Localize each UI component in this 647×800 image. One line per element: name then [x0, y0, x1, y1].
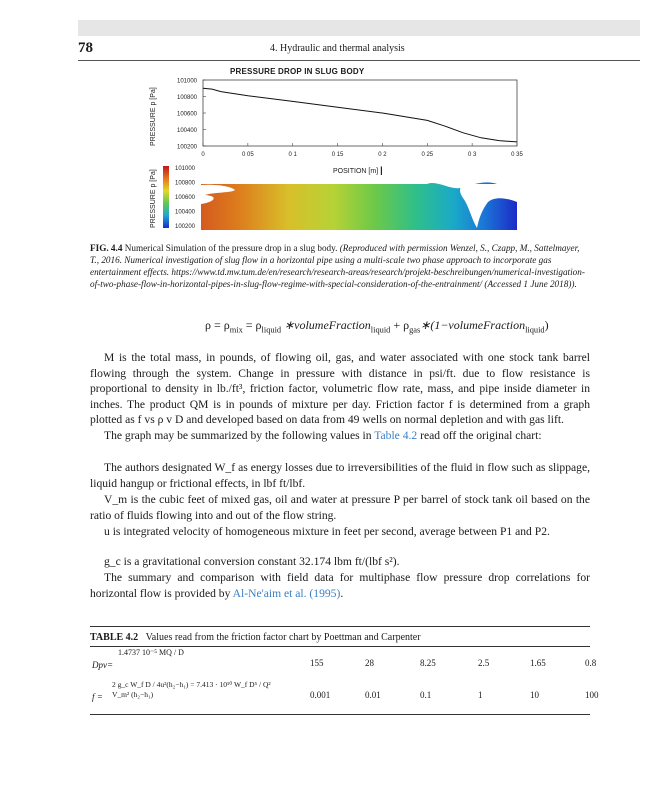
density-equation: $\rho = \rho_{mix} = \rho_{liquid}$ ∗volumeFraction$_{liquid}$ + $\rho_{gas}∗(1-volumeFraction_{liquid})$: [205, 318, 549, 335]
figure-caption-text: Numerical Simulation of the pressure drop in a slug body.: [124, 243, 338, 253]
colorbar-tick-label: 101000: [175, 166, 196, 172]
alneaim-reference-link[interactable]: Al-Ne'aim et al. (1995): [232, 586, 341, 600]
table-cell: 0.8: [585, 658, 597, 668]
table-row2-label: f =: [92, 692, 103, 702]
x-tick-label: 0 3: [467, 152, 477, 158]
table-bottom-rule: [90, 714, 590, 715]
table-cell: 155: [310, 658, 324, 668]
table-cell: 0.001: [310, 690, 331, 700]
figure-label: FIG. 4.4: [90, 243, 123, 253]
table-cell: 1: [478, 690, 483, 700]
x-tick-label: 0 25: [421, 152, 434, 158]
table-cell: 0.01: [365, 690, 381, 700]
table-cell: 100: [585, 690, 599, 700]
table-cell: 8.25: [420, 658, 436, 668]
colorbar-tick-label: 100600: [175, 195, 196, 201]
table-row1-label: Dpv=: [92, 660, 114, 670]
y-tick-label: 101000: [177, 78, 198, 85]
x-tick-label: 0 1: [288, 152, 297, 158]
table-cell: 0.1: [420, 690, 432, 700]
pressure-line: [203, 88, 517, 142]
x-tick-label: 0 2: [378, 152, 387, 158]
colorbar-tick-label: 100400: [175, 209, 196, 216]
colorbar: [163, 166, 169, 228]
pressure-line-chart: [145, 74, 545, 174]
header-bar: [78, 20, 640, 36]
figure-caption: [90, 242, 590, 290]
table-caption: TABLE 4.2 Values read from the friction factor chart by Poettman and Carpenter: [90, 632, 421, 643]
x-tick-label: 0 35: [511, 152, 523, 158]
colorbar-tick-label: 100800: [175, 180, 196, 187]
table-cell: 1.65: [530, 658, 546, 668]
table-row1-formula: 1.4737 10⁻⁵ MQ / D: [118, 648, 184, 657]
table-4-2-link[interactable]: Table 4.2: [374, 429, 418, 442]
y-tick-label: 100200: [177, 144, 198, 151]
x-tick-label: 0: [201, 152, 205, 158]
plot-frame: [203, 80, 517, 146]
header-rule: [78, 60, 640, 61]
table-cell: 28: [365, 658, 374, 668]
paragraph-summary: The summary and comparison with field data for multiphase flow pressure drop correlations for horizontal flow is provided by Al-Ne'aim et al. (1995).: [90, 571, 590, 600]
table-cell: 2.5: [478, 658, 490, 668]
y-tick-label: 100600: [177, 111, 198, 118]
table-cell: 10: [530, 690, 539, 700]
paragraph-gc: g_c is a gravitational conversion constant 32.174 lbm ft/(lbf s²).: [104, 555, 400, 568]
page-number: 78: [78, 40, 93, 56]
x-tick-label: 0 05: [242, 152, 254, 158]
pressure-contour-plot: [145, 162, 545, 240]
y-axis-label: PRESSURE p [Pa]: [150, 87, 157, 146]
chart-title: PRESSURE DROP IN SLUG BODY: [230, 67, 365, 76]
table-top-rule: [90, 626, 590, 627]
y-tick-label: 100800: [177, 95, 198, 101]
x-axis-label: POSITION [m] |: [333, 165, 383, 175]
paragraph-mass: M is the total mass, in pounds, of flowing oil, gas, and water associated with one stock tank barrel flowing through the system. Change in pressure with distance in psi/ft. due to flow resistance is proportional to density in lb./ft³, friction factor, volumetric flow rate, mass, and pipe inside diameter in inches. The product QM is in pounds of mixture per day. Friction factor f is determined from a graph plotted as f vs ρ v D and developed based on data from 49 wells on normal depletion and with gas lift.: [90, 351, 590, 426]
x-tick-label: 0 15: [331, 152, 344, 158]
table-header-rule: [90, 646, 590, 647]
heatmap-y-axis-label: PRESSURE p [Pa]: [150, 169, 157, 228]
paragraph-wf: The authors designated W_f as energy losses due to irreversibilities of the fluid in flow such as slippage, liquid hangup or frictional effects, in lbf ft/lbf.: [90, 461, 590, 490]
paragraph-graph: The graph may be summarized by the following values in Table 4.2 read off the original chart:: [104, 429, 542, 442]
figure-caption-source: (Reproduced with permission Wenzel, S., Czapp, M., Sattelmayer, T., 2016. Numerical investigation of slug flow in a horizontal pipe using a multi-scale two phase approach to incorporate gas entertainment effects. https://www.td.mw.tum.de/en/research/research-areas/research/projekt-beschreibungen/numerical-investigation-of-two-phase-flow-in-horizontal-pipes-in-slug-flow-regime-with-special-consideration-of-the-entrainment/ (Accessed 1 June 2018)).: [90, 243, 585, 289]
y-tick-label: 100400: [177, 128, 198, 134]
colorbar-tick-label: 100200: [175, 224, 196, 230]
paragraph-vm: V_m is the cubic feet of mixed gas, oil and water at pressure P per barrel of stock tank oil based on the ratio of fluids flowing into and out of the flow string.: [90, 493, 590, 522]
paragraph-u: u is integrated velocity of homogeneous mixture in feet per second, average between P1 and P2.: [104, 525, 550, 538]
table-row2-formula: 2 g_c W_f D / 4u²(h₂−h₁) = 7.413 · 10¹⁰ W_f D⁵ / Q² V_m² (h₂−h₁): [112, 680, 271, 699]
running-head: 4. Hydraulic and thermal analysis: [270, 43, 405, 54]
